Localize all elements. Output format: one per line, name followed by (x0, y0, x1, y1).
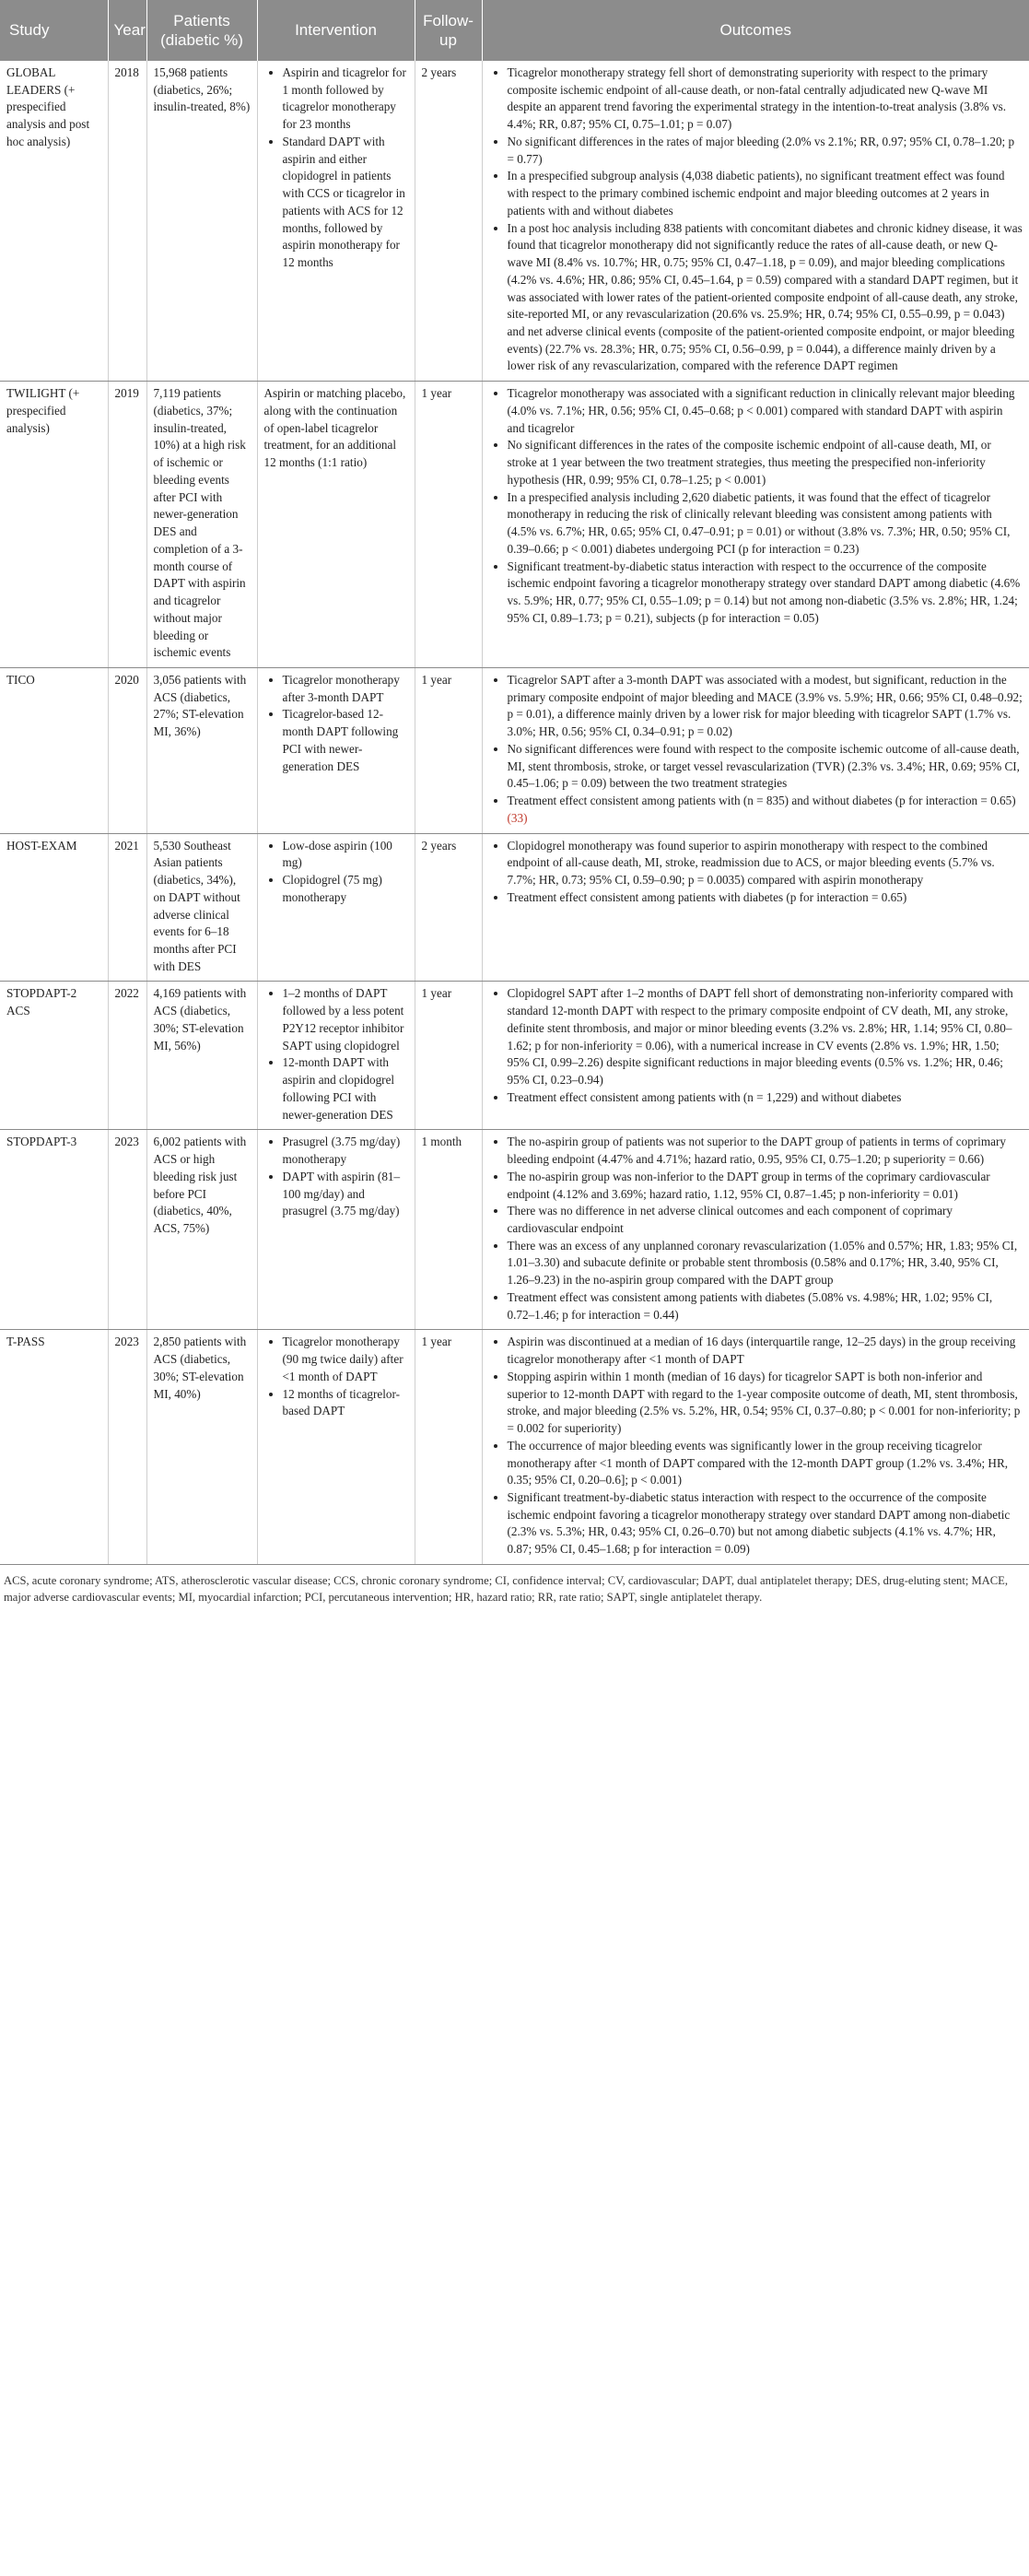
outcome-item: • Aspirin was discontinued at a median of 16 days (interquartile range, 12–25 days) in the group receiving ticagrelor monotherapy after <1 month of DAPT (508, 1334, 1023, 1368)
intervention-cell: Aspirin or matching placebo, along with the continuation of open-label ticagrelor treatment, for an additional 12 months (1:1 ratio) (257, 382, 415, 668)
outcome-item: • No significant differences in the rates of major bleeding (2.0% vs 2.1%; RR, 0.97; 95% CI, 0.78–1.20; p = 0.77) (508, 134, 1023, 168)
year-cell: 2020 (108, 667, 146, 833)
followup-cell: 1 year (415, 667, 482, 833)
outcome-item: • Ticagrelor monotherapy was associated with a significant reduction in clinically relevant major bleeding (4.0% vs. 7.1%; HR, 0.56; 95% CI, 0.45–0.68; p < 0.001) compared with standard DAPT with aspirin and ticagrelor (508, 385, 1023, 437)
year-cell: 2021 (108, 833, 146, 982)
outcome-item: • In a prespecified subgroup analysis (4,038 diabetic patients), no significant treatment effect was found with respect to the primary combined ischemic endpoint and major bleeding outcomes at 2 years in patients with and without diabetes (508, 168, 1023, 219)
table-footnote: ACS, acute coronary syndrome; ATS, atherosclerotic vascular disease; CCS, chronic coronary syndrome; CI, confidence interval; CV, cardiovascular; DAPT, dual antiplatelet therapy; DES, drug-eluting stent; MACE, major adverse cardiovascular events; MI, myocardial infarction; PCI, percutaneous intervention; HR, hazard ratio; RR, rate ratio; SAPT, single antiplatelet therapy. (4, 1573, 1009, 1605)
outcome-item: • The occurrence of major bleeding events was significantly lower in the group receiving ticagrelor monotherapy after <1 month of DAPT compared with the 12-month DAPT group (1.2% vs. 3.4%; HR, 0.35; 95% CI, 0.20–0.6]; p < 0.001) (508, 1438, 1023, 1489)
outcome-item: • There was no difference in net adverse clinical outcomes and each component of coprimary cardiovascular endpoint (508, 1203, 1023, 1237)
outcome-item: • There was an excess of any unplanned coronary revascularization (1.05% and 0.57%; HR, 1.83; 95% CI, 1.01–3.30) and subacute definite or probable stent thrombosis (0.58% and 0.17%; HR, 3.40, 95% CI, 1.26–9.23) in the no-aspirin group compared with the DAPT group (508, 1238, 1023, 1289)
outcome-item: • Clopidogrel monotherapy was found superior to aspirin monotherapy with respect to the combined endpoint of all-cause death, MI, stroke, readmission due to ACS, or major bleeding events (5.7% vs. 7.7%; HR, 0.73; 95% CI, 0.59–0.90; p = 0.0035) compared with aspirin monotherapy (508, 838, 1023, 889)
study-cell: STOPDAPT-2 ACS (0, 982, 108, 1130)
intervention-cell (257, 61, 415, 382)
outcome-item: • Treatment effect consistent among patients with diabetes (p for interaction = 0.65) (508, 889, 1023, 907)
patients-cell: 15,968 patients (diabetics, 26%; insulin-treated, 8%) (146, 61, 257, 382)
outcome-item: • Clopidogrel SAPT after 1–2 months of DAPT fell short of demonstrating non-inferiority compared with standard 12-month DAPT with respect to the primary composite endpoint of CV death, MI, any stroke, definite stent thrombosis, and major or minor bleeding events (3.2% vs. 2.8%; HR, 1.14; 95% CI, 0.80–1.62; p for non-inferiority = 0.06), with a numerical increase in CV events (2.8% vs. 1.9%; HR, 1.50; 95% CI, 0.99–2.26) despite significant reductions in major bleeding events (0.5% vs. 1.2%; HR, 0.46; 95% CI, 0.23–0.94) (508, 985, 1023, 1088)
header-study: Study (0, 0, 108, 61)
outcome-item: • Ticagrelor monotherapy strategy fell short of demonstrating superiority with respect to the primary composite ischemic endpoint of all-cause death, or non-fatal centrally adjudicated new Q-wave MI despite an apparent trend favoring the experimental strategy in the intention-to-treat analysis (3.8% vs. 4.4%; RR, 0.87; 95% CI, 0.75–1.01; p = 0.07) (508, 65, 1023, 134)
year-cell: 2023 (108, 1130, 146, 1330)
outcome-item: • No significant differences were found with respect to the composite ischemic outcome of all-cause death, MI, stent thrombosis, stroke, or target vessel revascularization (TVR) (2.3% vs. 3.4%; HR, 0.69; 95% CI, 0.45–1.06; p = 0.09) between the two treatment strategies (508, 741, 1023, 793)
intervention-item: • Ticagrelor monotherapy after 3-month DAPT (283, 672, 408, 706)
intervention-item: • Clopidogrel (75 mg) monotherapy (283, 872, 408, 906)
outcome-item: • Treatment effect was consistent among patients with diabetes (5.08% vs. 4.98%; HR, 1.02; 95% CI, 0.72–1.46; p for interaction = 0.44) (508, 1289, 1023, 1323)
followup-cell: 1 month (415, 1130, 482, 1330)
outcomes-cell (482, 833, 1029, 982)
outcome-text: Treatment effect consistent among patients with (n = 835) and without diabetes (p for interaction = 0.65) (507, 794, 1016, 808)
patients-cell: 6,002 patients with ACS or high bleeding risk just before PCI (diabetics, 40%, ACS, 75%) (146, 1130, 257, 1330)
year-cell: 2023 (108, 1330, 146, 1565)
intervention-item: • Ticagrelor monotherapy (90 mg twice daily) after <1 month of DAPT (283, 1334, 408, 1385)
outcomes-cell (482, 1330, 1029, 1565)
outcome-item: • In a post hoc analysis including 838 patients with concomitant diabetes and chronic kidney disease, it was found that ticagrelor monotherapy did not significantly reduce the rates of all-cause death, or new Q-wave MI (8.4% vs. 10.7%; HR, 0.75; 95% CI, 0.47–1.18, p = 0.09), and major bleeding complications (4.2% vs. 4.6%; HR, 0.86; 95% CI, 0.45–1.64, p = 0.59) compared with a standard DAPT regimen, but it was associated with lower rates of the patient-oriented composite endpoint of all-cause death, any stroke, site-reported MI, or any revascularization (20.6% vs. 25.9%; HR, 0.74; 95% CI, 0.55–0.99, p = 0.043) and net adverse clinical events (composite of the patient-oriented composite endpoint, or major bleeding events) (22.7% vs. 28.3%; HR, 0.75; 95% CI, 0.56–0.99, p = 0.044), a difference mainly driven by a lower risk of any revascularization, compared with the reference DAPT regimen (508, 220, 1023, 376)
table-row (0, 61, 1029, 382)
intervention-cell (257, 982, 415, 1130)
header-outcomes: Outcomes (482, 0, 1029, 61)
patients-cell: 7,119 patients (diabetics, 37%; insulin-treated, 10%) at a high risk of ischemic or bleeding events after PCI with newer-generation DES and completion of a 3-month course of DAPT with aspirin and ticagrelor without major bleeding or ischemic events (146, 382, 257, 668)
outcome-item: • Significant treatment-by-diabetic status interaction with respect to the occurrence of the composite ischemic endpoint favoring a ticagrelor monotherapy strategy over standard DAPT among non-diabetic (2.3% vs. 5.3%; HR, 0.43; 95% CI, 0.26–0.70) but not among diabetic subjects (4.1% vs. 4.7%; HR, 0.87; 95% CI, 0.45–1.68; p for interaction = 0.09) (508, 1489, 1023, 1559)
outcome-item: • Significant treatment-by-diabetic status interaction with respect to the occurrence of the composite ischemic endpoint favoring a ticagrelor monotherapy strategy over standard DAPT among diabetic (4.6% vs. 5.9%; HR, 0.77; 95% CI, 0.55–1.09; p = 0.14) but not among non-diabetic (3.5% vs. 2.8%; HR, 1.24; 95% CI, 0.89–1.73; p = 0.21), subjects (p for interaction = 0.05) (508, 559, 1023, 628)
table-row (0, 1330, 1029, 1565)
outcome-item: • No significant differences in the rates of the composite ischemic endpoint of all-cause death, MI, or stroke at 1 year between the two treatment strategies, thus meeting the prespecified non-inferiority hypothesis (HR, 0.99; 95% CI, 0.78–1.25; p < 0.001) (508, 437, 1023, 488)
intervention-item: • Ticagrelor-based 12-month DAPT following PCI with newer-generation DES (283, 706, 408, 775)
table-header (0, 0, 1029, 61)
intervention-cell (257, 1330, 415, 1565)
study-cell: HOST-EXAM (0, 833, 108, 982)
intervention-item: • 12 months of ticagrelor-based DAPT (283, 1386, 408, 1420)
intervention-cell (257, 1130, 415, 1330)
year-cell: 2018 (108, 61, 146, 382)
study-cell: STOPDAPT-3 (0, 1130, 108, 1330)
outcome-item: • Ticagrelor SAPT after a 3-month DAPT was associated with a modest, but significant, reduction in the primary composite endpoint of major bleeding and MACE (3.9% vs. 5.9%; HR, 0.66; 95% CI, 0.48–0.92; p = 0.01), a difference mainly driven by a lower risk for major bleeding with ticagrelor SAPT (1.7% vs. 3.0%; HR, 0.56; 95% CI, 0.34–0.91; p = 0.02) (508, 672, 1023, 741)
outcomes-cell (482, 382, 1029, 668)
intervention-item: • Prasugrel (3.75 mg/day) monotherapy (283, 1134, 408, 1168)
outcome-item: • The no-aspirin group of patients was not superior to the DAPT group of patients in terms of coprimary bleeding endpoint (4.47% and 4.71%; hazard ratio, 0.95, 95% CI, 0.75–1.20; p superiority = 0.66) (508, 1134, 1023, 1168)
study-cell: TWILIGHT (+ prespecified analysis) (0, 382, 108, 668)
intervention-item: • DAPT with aspirin (81–100 mg/day) and prasugrel (3.75 mg/day) (283, 1169, 408, 1220)
patients-cell: 3,056 patients with ACS (diabetics, 27%; ST-elevation MI, 36%) (146, 667, 257, 833)
citation-link[interactable]: (33) (507, 810, 528, 825)
table-row (0, 982, 1029, 1130)
table-row (0, 382, 1029, 668)
study-cell: TICO (0, 667, 108, 833)
table-row (0, 667, 1029, 833)
outcomes-cell (482, 667, 1029, 833)
followup-cell: 1 year (415, 1330, 482, 1565)
outcome-item: • In a prespecified analysis including 2,620 diabetic patients, it was found that the effect of ticagrelor monotherapy in reducing the risk of clinically relevant bleeding was consistent among patients with (4.5% vs. 6.7%; HR, 0.65; 95% CI, 0.47–0.91; p = 0.01) or without (3.8% vs. 7.3%; HR, 0.50; 95% CI, 0.39–0.66; p < 0.001) diabetes undergoing PCI (p for interaction = 0.23) (508, 489, 1023, 559)
table-body (0, 61, 1029, 1564)
header-patients: Patients (diabetic %) (146, 0, 257, 61)
intervention-cell (257, 833, 415, 982)
followup-cell: 1 year (415, 382, 482, 668)
outcome-item: • The no-aspirin group was non-inferior to the DAPT group in terms of the coprimary cardiovascular endpoint (4.12% and 3.69%; hazard ratio, 1.12, 95% CI, 0.87–1.45; p non-inferiority = 0.01) (508, 1169, 1023, 1203)
table-row (0, 833, 1029, 982)
study-cell: GLOBAL LEADERS (+ prespecified analysis and post hoc analysis) (0, 61, 108, 382)
outcomes-cell (482, 61, 1029, 382)
table-row (0, 1130, 1029, 1330)
patients-cell: 4,169 patients with ACS (diabetics, 30%; ST-elevation MI, 56%) (146, 982, 257, 1130)
header-follow-up: Follow-up (415, 0, 482, 61)
outcomes-cell (482, 982, 1029, 1130)
patients-cell: 5,530 Southeast Asian patients (diabetics, 34%), on DAPT without adverse clinical events for 6–18 months after PCI with DES (146, 833, 257, 982)
followup-cell: 2 years (415, 833, 482, 982)
intervention-cell (257, 667, 415, 833)
intervention-item: • Low-dose aspirin (100 mg) (283, 838, 408, 872)
header-intervention: Intervention (257, 0, 415, 61)
outcomes-cell (482, 1130, 1029, 1330)
header-year: Year (108, 0, 146, 61)
outcome-item: • Stopping aspirin within 1 month (median of 16 days) for ticagrelor SAPT is both non-inferior and superior to 12-month DAPT with regard to the 1-year composite outcome of death, MI, stent thrombosis, stroke, and major bleeding (2.5% vs. 5.2%, HR, 0.54; 95% CI, 0.37–0.80; p < 0.001 for non-inferiority; p = 0.002 for superiority) (508, 1369, 1023, 1438)
intervention-item: • 1–2 months of DAPT followed by a less potent P2Y12 receptor inhibitor SAPT using clopidogrel (283, 985, 408, 1054)
year-cell: 2019 (108, 382, 146, 668)
followup-cell: 2 years (415, 61, 482, 382)
outcome-item: • Treatment effect consistent among patients with (n = 1,229) and without diabetes (508, 1089, 1023, 1107)
outcome-item (508, 793, 1023, 827)
followup-cell: 1 year (415, 982, 482, 1130)
year-cell: 2022 (108, 982, 146, 1130)
study-cell: T-PASS (0, 1330, 108, 1565)
intervention-item: • Standard DAPT with aspirin and either clopidogrel in patients with CCS or ticagrelor in patients with ACS for 12 months, followed by aspirin monotherapy for 12 months (283, 134, 408, 272)
intervention-item: • 12-month DAPT with aspirin and clopidogrel following PCI with newer-generation DES (283, 1054, 408, 1123)
patients-cell: 2,850 patients with ACS (diabetics, 30%; ST-elevation MI, 40%) (146, 1330, 257, 1565)
intervention-item: • Aspirin and ticagrelor for 1 month followed by ticagrelor monotherapy for 23 months (283, 65, 408, 134)
